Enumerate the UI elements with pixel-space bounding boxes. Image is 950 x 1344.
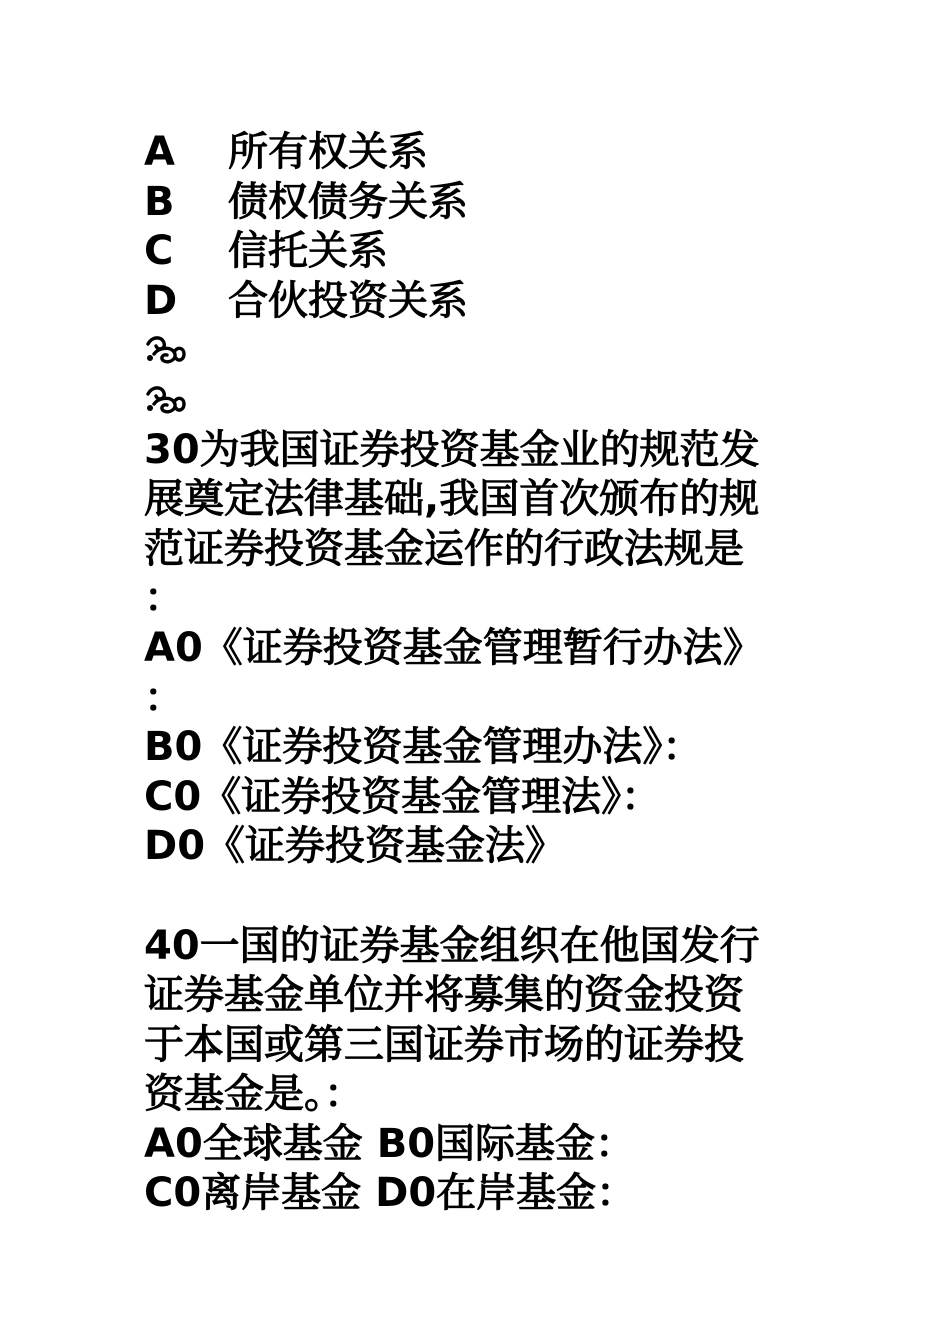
question-4-stem-line: 资基金是。： <box>144 1071 364 1118</box>
question-4-stem-line: 于本国或第三国证券市场的证券投 <box>144 1021 744 1068</box>
question-3-stem-line: ： <box>144 575 184 622</box>
swirl-ornament-icon <box>144 384 188 418</box>
question-4-stem-line: 40一国的证券基金组织在他国发行 <box>144 922 760 969</box>
option-letter: B <box>144 178 175 225</box>
question-3-option-line: C0《证券投资基金管理法》： <box>144 773 662 820</box>
blank-line <box>144 872 824 922</box>
option-text: 信托关系 <box>228 228 388 275</box>
question-3-stem-line: 展奠定法律基础,我国首次颁布的规 <box>144 476 760 523</box>
ornament-row <box>144 326 824 376</box>
option-c <box>144 227 824 277</box>
question-3-stem-line: 范证券投资基金运作的行政法规是 <box>144 525 744 572</box>
question-3-option-line: D0《证券投资基金法》 <box>144 823 566 870</box>
exam-content <box>144 128 824 1219</box>
swirl-ornament-icon <box>144 334 188 368</box>
question-4-stem-line: 证券基金单位并将募集的资金投资 <box>144 972 744 1019</box>
ornament-row <box>144 376 824 426</box>
option-a <box>144 128 824 178</box>
question-4-option-line: C0离岸基金 D0在岸基金： <box>144 1170 637 1217</box>
option-text: 债权债务关系 <box>228 178 468 225</box>
question-3-option-line: A0《证券投资基金管理暂行办法》 <box>144 624 763 671</box>
option-letter: C <box>144 228 174 275</box>
option-text: 合伙投资关系 <box>228 277 468 324</box>
option-text: 所有权关系 <box>228 129 428 175</box>
option-d <box>144 277 824 327</box>
option-letter: D <box>144 277 178 324</box>
option-letter: A <box>144 129 175 175</box>
question-3-option-line: ： <box>144 674 184 721</box>
question-3-stem-line: 30为我国证券投资基金业的规范发 <box>144 426 760 473</box>
option-b <box>144 178 824 228</box>
question-3-option-line: B0《证券投资基金管理办法》： <box>144 724 703 771</box>
question-4-option-line: A0全球基金 B0国际基金： <box>144 1120 636 1167</box>
